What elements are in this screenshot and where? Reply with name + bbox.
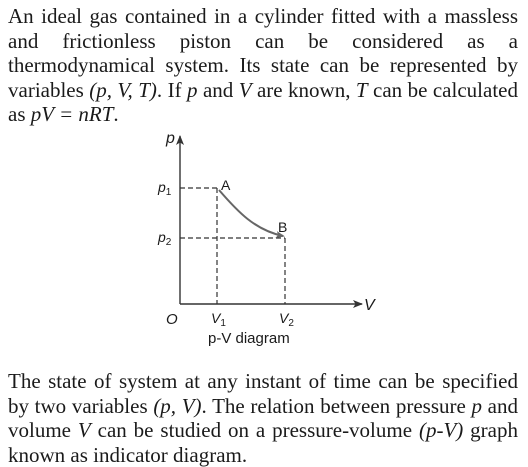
- point-b-label: B: [278, 219, 288, 235]
- state-text-5: graph known as indicator diagram.: [8, 418, 518, 467]
- variable-p: p: [187, 77, 198, 102]
- v1-label: $V_1$: [211, 310, 226, 329]
- p2-label: $p_2$: [158, 229, 172, 248]
- variable-v: V: [77, 418, 91, 443]
- state-text-1: The state of system at any instant of time can be specified by two variables: [8, 369, 518, 418]
- state-variables-ptv: (p, V, T): [89, 77, 157, 102]
- state-text-4: can be studied on a pressure-volume: [90, 418, 419, 443]
- state-text-3: and volume: [8, 393, 518, 443]
- process-curve: [219, 190, 283, 236]
- intro-text-6: .: [113, 102, 119, 127]
- pv-diagram: [150, 128, 390, 350]
- variable-p: p: [471, 393, 482, 418]
- intro-text-2: . If: [156, 77, 188, 102]
- intro-text-3: and: [197, 77, 239, 102]
- state-paragraph: [8, 369, 518, 467]
- y-axis-label: p: [166, 130, 175, 147]
- variable-t: T: [355, 77, 368, 102]
- intro-text-1: An ideal gas contained in a cylinder fitted with a massless and frictionless piston can be considered as a thermodynamical system. Its state can be represented by variables: [8, 4, 518, 102]
- intro-text-5: can be calculated as: [8, 77, 518, 127]
- intro-paragraph: [8, 4, 518, 127]
- v2-label: $V_2$: [279, 310, 294, 329]
- pv-abbreviation: (p-V): [418, 418, 464, 443]
- ideal-gas-equation: pV = nRT: [30, 102, 114, 127]
- point-a-label: A: [221, 177, 231, 193]
- origin-label: O: [166, 311, 178, 328]
- state-variables-pv: (p, V): [153, 393, 202, 418]
- p1-label: $p_1$: [158, 179, 172, 198]
- state-text-2: . The relation between pressure: [201, 393, 472, 418]
- x-axis-label: V: [364, 297, 375, 314]
- intro-text-4: are known,: [251, 77, 356, 102]
- diagram-caption: p-V diagram: [208, 330, 290, 347]
- variable-v: V: [238, 77, 252, 102]
